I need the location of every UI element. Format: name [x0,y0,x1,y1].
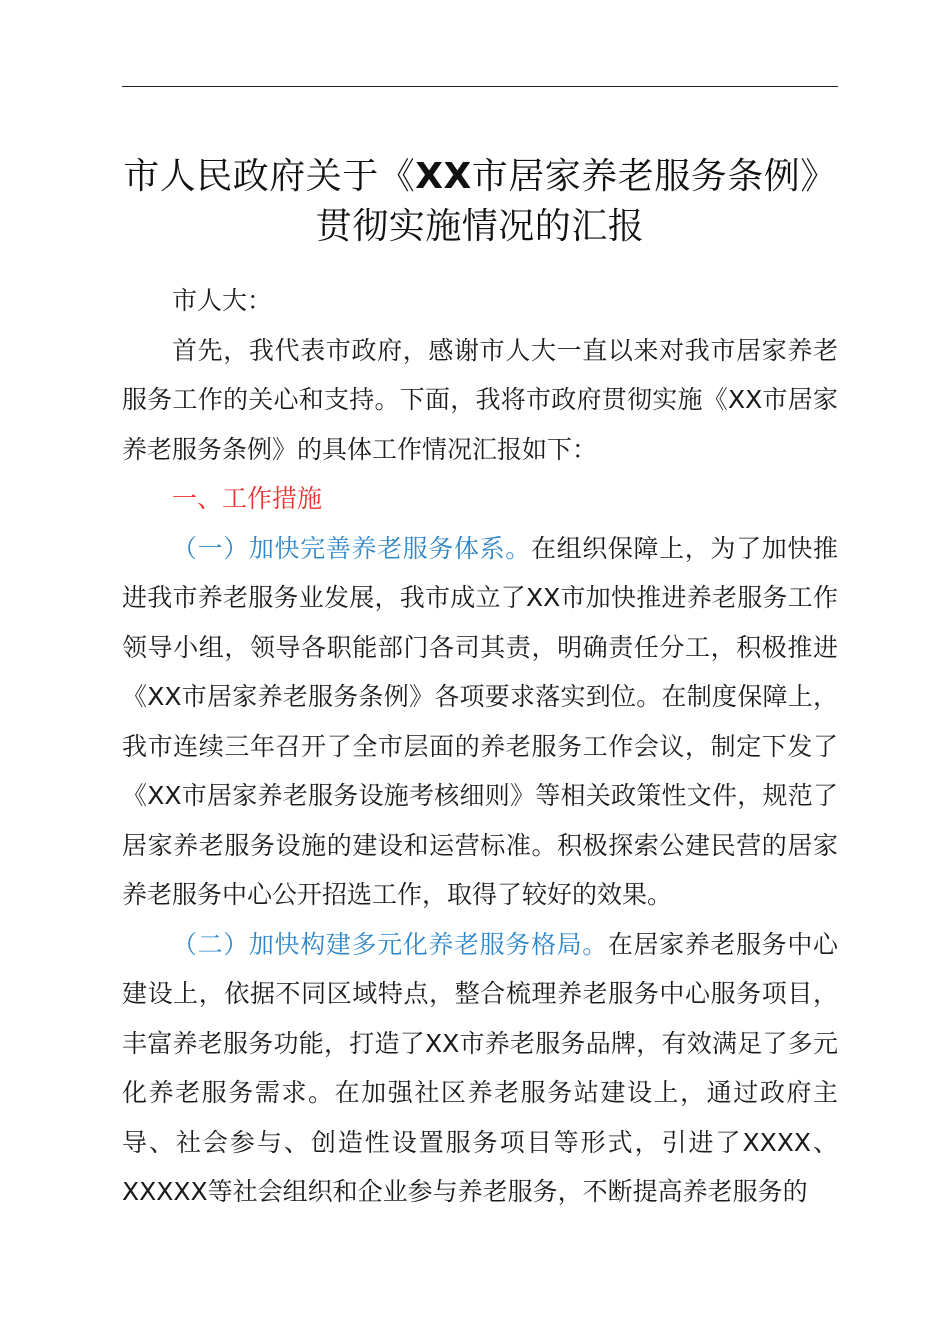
title-line-1-post: 市居家养老服务条例》 [471,156,837,197]
title-xx: XX [415,156,472,197]
document-title [100,152,860,252]
title-line-1 [100,152,860,202]
subsection-heading-1: （一）加快完善养老服务体系。 [172,533,531,563]
subsection-paragraph-1 [122,524,838,920]
header-rule [122,86,838,87]
title-line-2: 贯彻实施情况的汇报 [315,206,645,247]
subsection-body-2: 在居家养老服务中心建设上，依据不同区域特点，整合梳理养老服务中心服务项目，丰富养老服务功能，打造了XX市养老服务品牌，有效满足了多元化养老服务需求。在加强社区养老服务站建设上，通过政府主导、社会参与、创造性设置服务项目等形式，引进了XXXX、XXXXX等社会组织和企业参与养老服务，不断提高养老服务的 [122,929,838,1206]
title-line-1-pre: 市人民政府关于《 [123,156,416,197]
intro-paragraph: 首先，我代表市政府，感谢市人大一直以来对我市居家养老服务工作的关心和支持。下面，我将市政府贯彻实施《XX市居家养老服务条例》的具体工作情况汇报如下： [122,335,838,464]
subsection-body-1: 在组织保障上，为了加快推进我市养老服务业发展，我市成立了XX市加快推进养老服务工作领导小组，领导各职能部门各司其责，明确责任分工，积极推进《XX市居家养老服务条例》各项要求落实到位。在制度保障上，我市连续三年召开了全市层面的养老服务工作会议，制定下发了《XX市居家养老服务设施考核细则》等相关政策性文件，规范了居家养老服务设施的建设和运营标准。积极探索公建民营的居家养老服务中心公开招选工作，取得了较好的效果。 [122,533,838,909]
section-heading-1: 一、工作措施 [172,484,323,513]
document-body [122,276,838,1217]
subsection-paragraph-2 [122,920,838,1217]
subsection-heading-2: （二）加快构建多元化养老服务格局。 [172,929,608,959]
salutation: 市人大： [172,286,273,315]
